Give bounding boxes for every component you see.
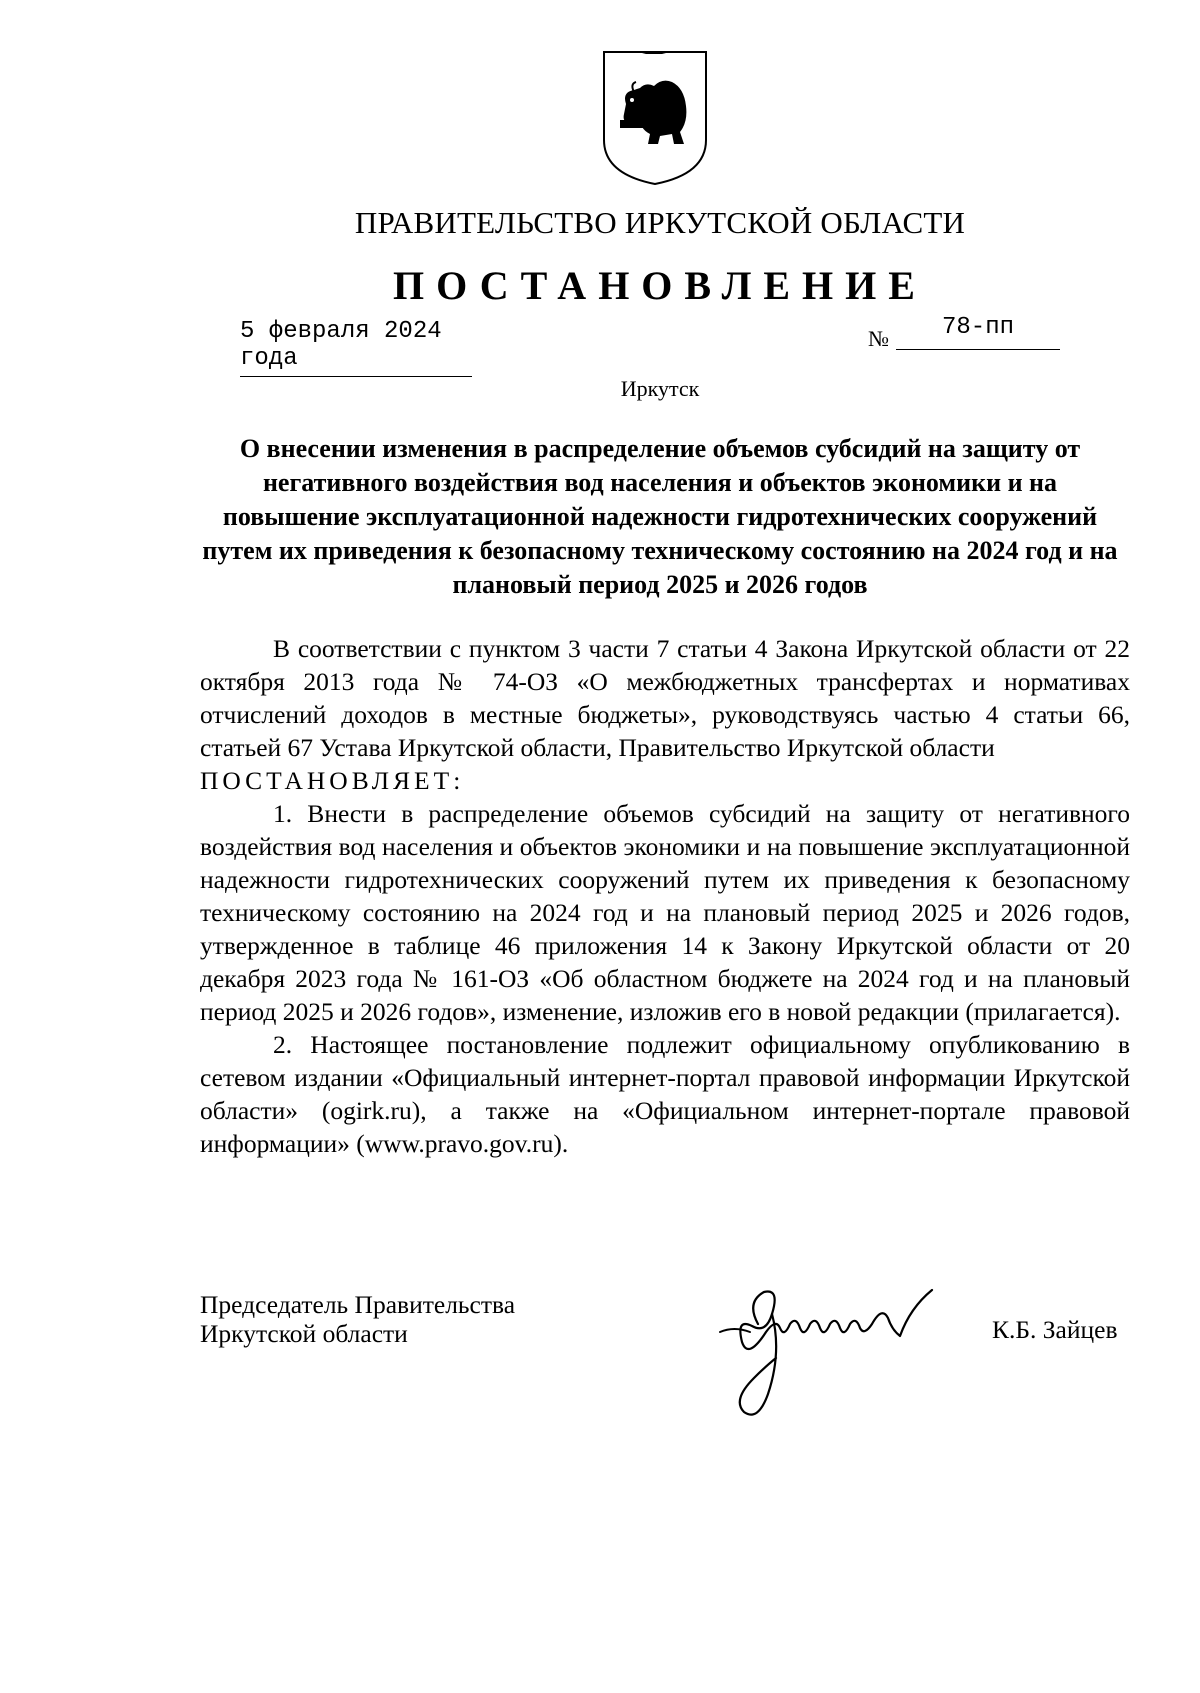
preamble-paragraph: В соответствии с пунктом 3 части 7 статьи 4 Закона Иркутской области от 22 октября 2013 года № 74-ОЗ «О межбюджетных трансфертах и нормативах отчислений доходов в местные бюджеты», руководствуясь частью 4 статьи 66, статьей 67 Устава Иркутской области, Правительство Иркутской области: [200, 634, 1130, 762]
government-title: ПРАВИТЕЛЬСТВО ИРКУТСКОЙ ОБЛАСТИ: [354, 205, 966, 240]
number-sign: №: [868, 326, 889, 351]
document-number: 78-пп: [896, 314, 1060, 350]
position-line-2: Иркутской области: [200, 1319, 408, 1348]
signatory-position: [200, 1290, 515, 1348]
decree-word: ПОСТАНОВЛЯЕТ:: [200, 766, 465, 795]
item-1-paragraph: 1. Внести в распределение объемов субсидий на защиту от негативного воздействия вод населения и объектов экономики и на повышение эксплуатационной надежности гидротехнических сооружений путем их приведения к безопасному техническому состоянию на 2024 год и на плановый период 2025 и 2026 годов, утвержденное в таблице 46 приложения 14 к Закону Иркутской области от 20 декабря 2023 года № 161-ОЗ «Об областном бюджете на 2024 год и на плановый период 2025 и 2026 годов», изменение, изложив его в новой редакции (прилагается).: [200, 799, 1130, 1026]
irkutsk-coat-of-arms-icon: [600, 48, 710, 188]
document-city: Иркутск: [620, 376, 700, 401]
signatory-name: К.Б. Зайцев: [992, 1315, 1118, 1344]
document-type: ПОСТАНОВЛЕНИЕ: [393, 263, 927, 308]
position-line-1: Председатель Правительства: [200, 1290, 516, 1319]
item-2-paragraph: 2. Настоящее постановление подлежит официальному опубликованию в сетевом издании «Официальный интернет-портал правовой информации Иркутской области» (ogirk.ru), а также на «Официальном интернет-портале правовой информации» (www.pravo.gov.ru).: [200, 1030, 1130, 1158]
document-body: [200, 632, 1130, 1160]
document-heading: О внесении изменения в распределение объемов субсидий на защиту от негативного воздействия вод населения и объектов экономики и на повышение эксплуатационной надежности гидротехнических сооружений путем их приведения к безопасному техническому состоянию на 2024 год и на плановый период 2025 и 2026 годов: [202, 434, 1118, 599]
handwritten-signature: [706, 1262, 956, 1437]
document-date: 5 февраля 2024 года: [240, 318, 472, 377]
